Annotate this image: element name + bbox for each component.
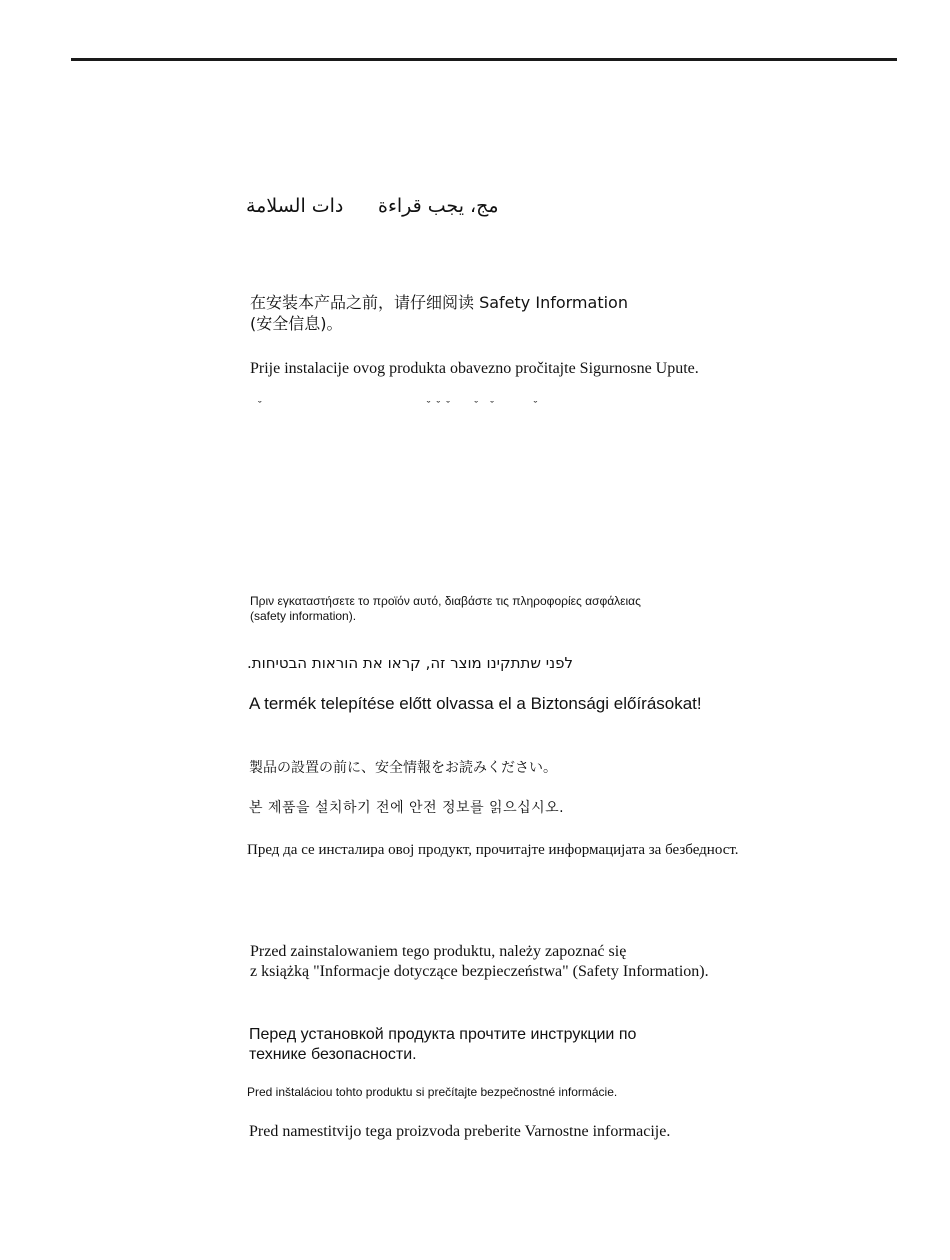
polish-notice-line1: Przed zainstalowaniem tego produktu, należy zapoznać się (250, 943, 627, 960)
korean-notice: 본 제품을 설치하기 전에 안전 정보를 읽으십시오. (249, 800, 565, 816)
croatian-notice: Prije instalacije ovog produkta obavezno pročitajte Sigurnosne Upute. (250, 360, 699, 377)
chinese-notice-line1: 在安装本产品之前，请仔细阅读 Safety Information (250, 293, 628, 312)
top-rule (71, 58, 897, 61)
russian-notice-line1: Перед установкой продукта прочтите инструкции по (249, 1026, 637, 1043)
arabic-notice-left: دات السلامة (246, 195, 344, 217)
japanese-notice: 製品の設置の前に、安全情報をお読みください。 (249, 760, 557, 776)
polish-notice-line2: z książką "Informacje dotyczące bezpieczeństwa" (Safety Information). (250, 963, 709, 980)
slovak-notice: Pred inštaláciou tohto produktu si prečítajte bezpečnostné informácie. (247, 1085, 618, 1099)
greek-notice-line2: (safety information). (250, 609, 357, 623)
slovenian-notice: Pred namestitvijo tega proizvoda preberite Varnostne informacije. (249, 1123, 671, 1140)
chinese-notice-line2: (安全信息)。 (250, 314, 343, 333)
czech-notice-residue: ˇ ˇ ˇ ˇ ˇ ˇ ˇ (258, 400, 538, 412)
macedonian-notice: Пред да се инсталира овој продукт, прочитајте информацијата за безбедност. (247, 842, 739, 858)
russian-notice-line2: технике безопасности. (249, 1046, 417, 1063)
hebrew-notice: לפני שתתקינו מוצר זה, קראו את הוראות הבטיחות. (247, 654, 573, 672)
hungarian-notice: A termék telepítése előtt olvassa el a Biztonsági előírásokat! (249, 694, 702, 713)
greek-notice-line1: Πριν εγκαταστήσετε το προϊόν αυτό, διαβάστε τις πληροφορίες ασφάλειας (250, 594, 641, 608)
arabic-notice-right: مج، يجب قراءة (378, 195, 499, 217)
